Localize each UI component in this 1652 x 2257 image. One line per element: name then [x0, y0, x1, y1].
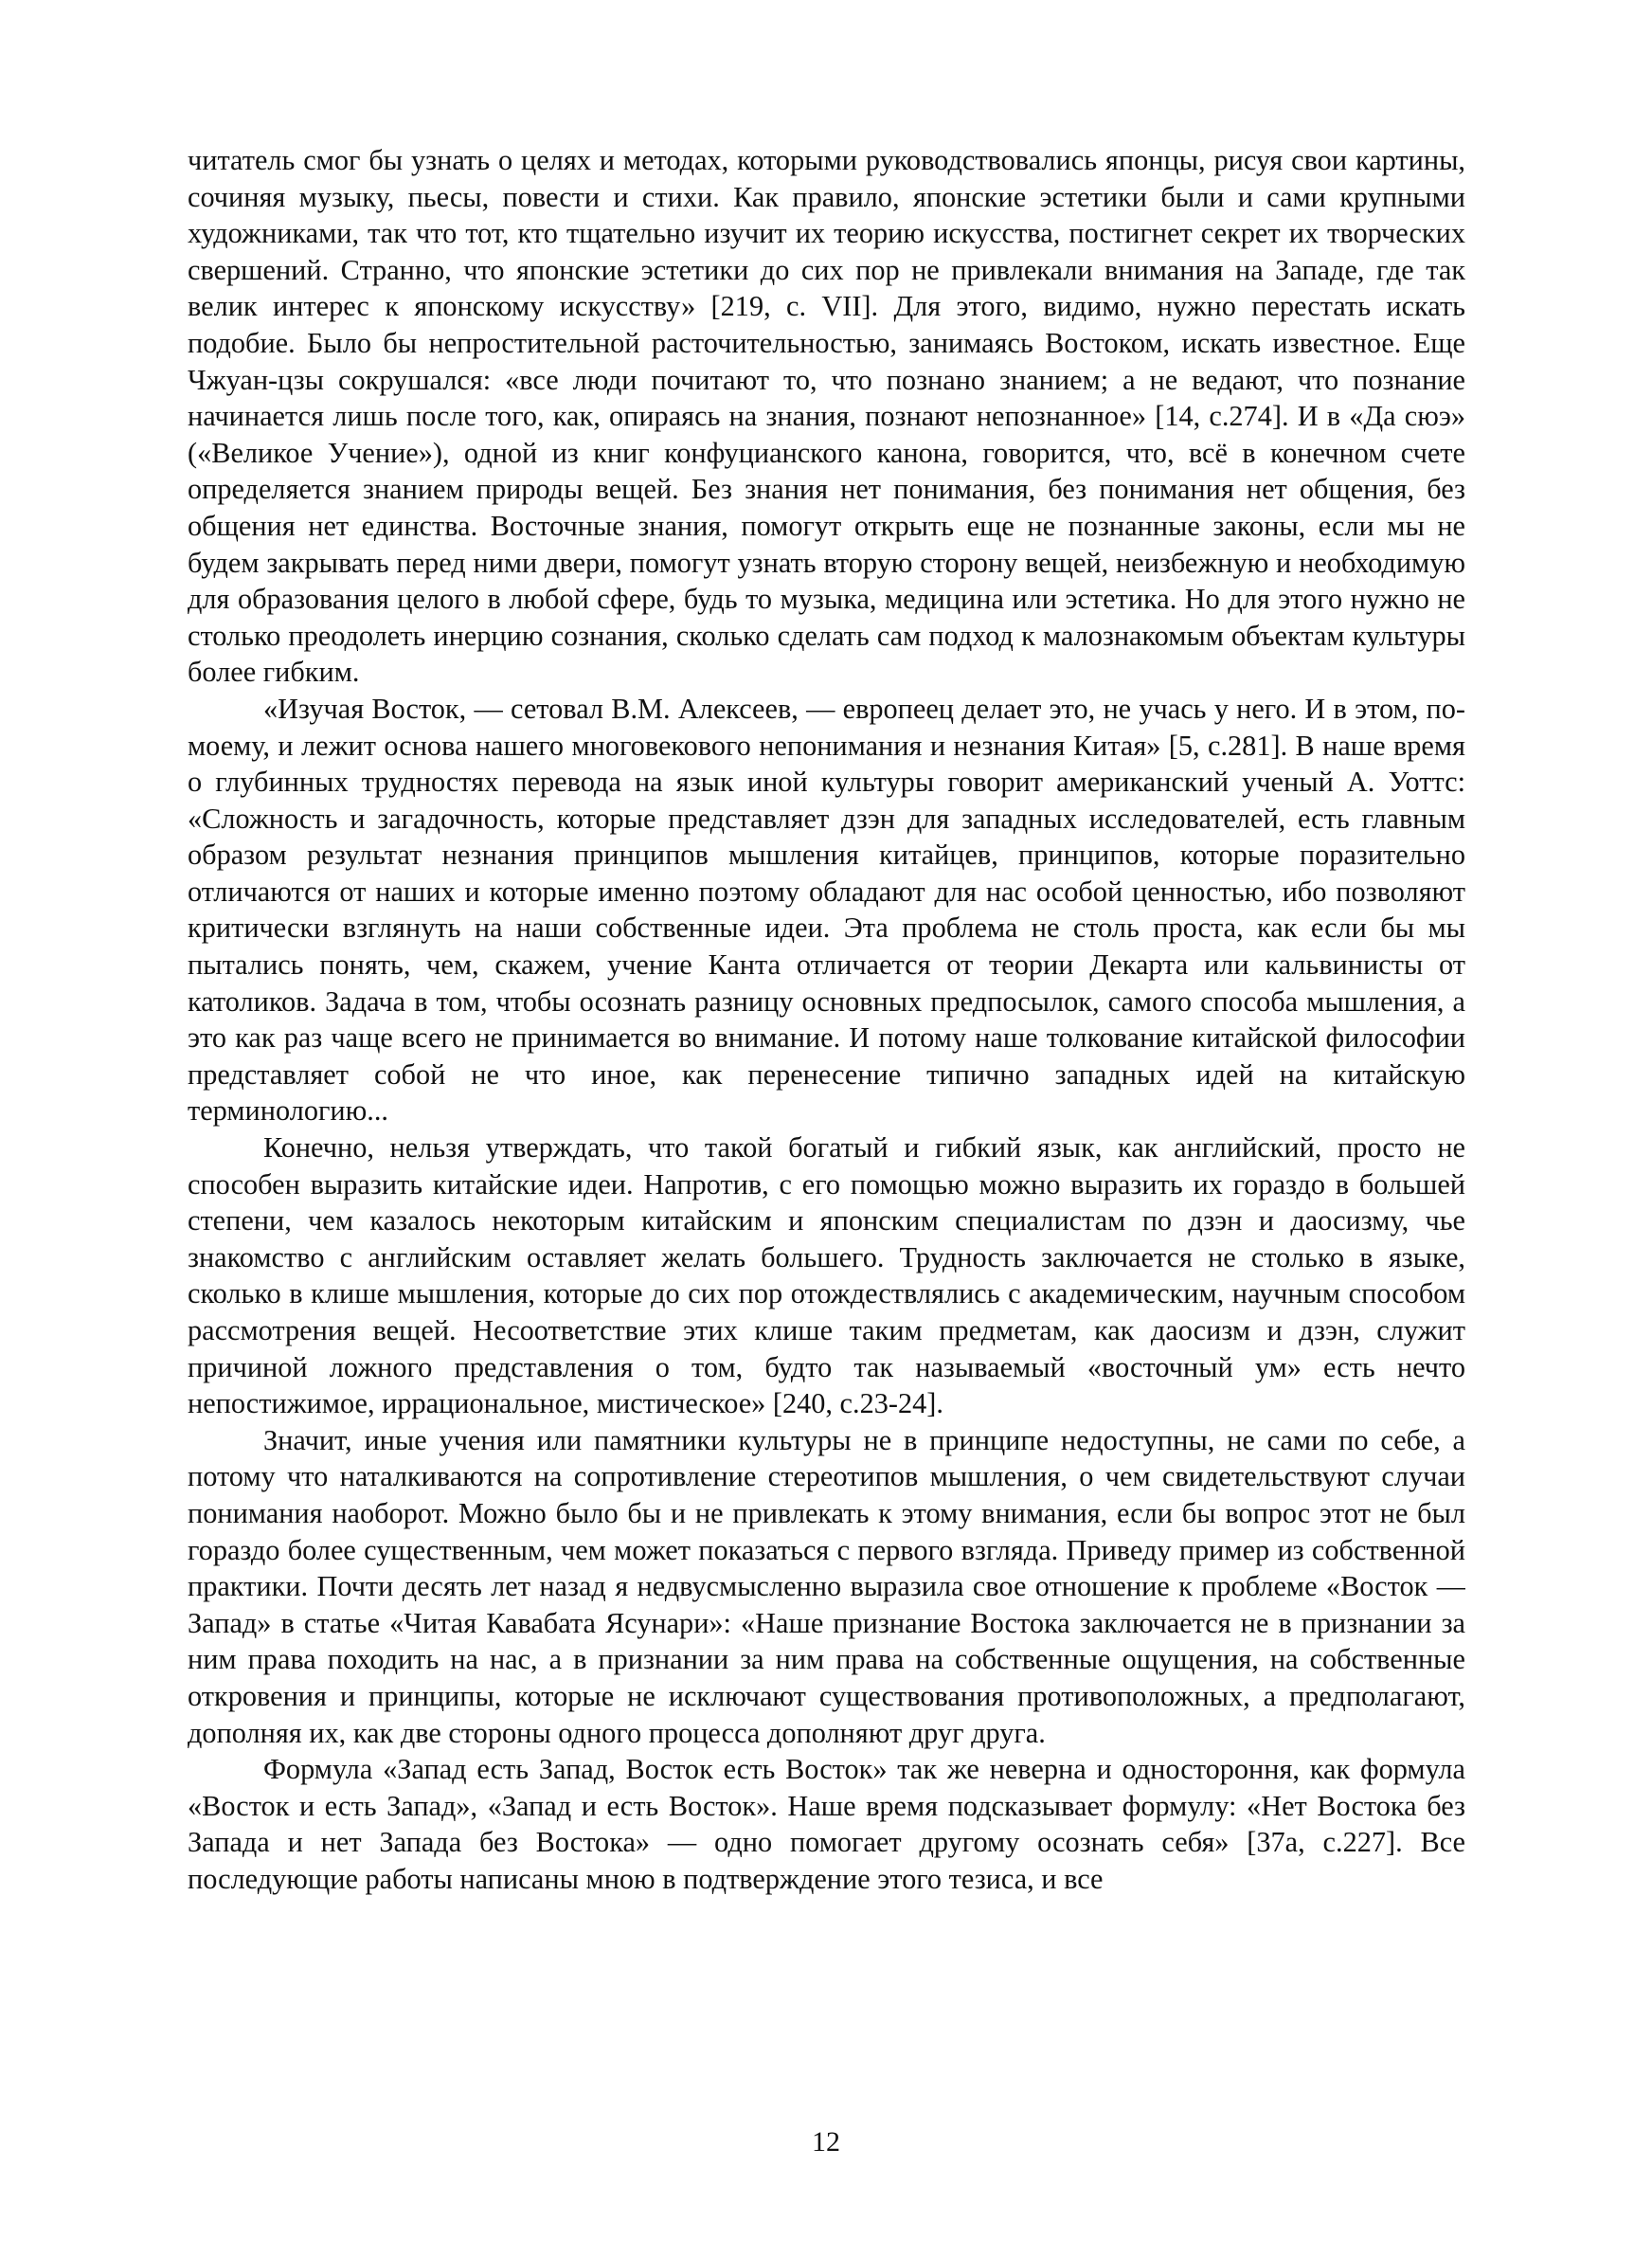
paragraph-4: Значит, иные учения или памятники культуры не в принципе недоступны, не сами по себе, а потому что наталкиваются на сопротивление стереотипов мышления, о чем свидетельствуют случаи понимания наоборот. Можно было бы и не привлекать к этому внимания, если бы вопрос этот не был гораздо более существенным, чем может показаться с первого взгляда. Приведу пример из собственной практики. Почти десять лет назад я недвусмысленно выразила свое отношение к проблеме «Восток — Запад» в статье «Читая Кавабата Ясунари»: «Наше признание Востока заключается не в признании за ним права походить на нас, а в признании за ним права на собственные ощущения, на собственные откровения и принципы, которые не исключают существования противоположных, а предполагают, дополняя их, как две стороны одного процесса дополняют друг друга. [188, 1423, 1465, 1749]
paragraph-2: «Изучая Восток, — сетовал В.М. Алексеев, — европеец делает это, не учась у него. И в этом, по-моему, и лежит основа нашего многовекового непонимания и незнания Китая» [5, с.281]. В наше время о глубинных трудностях перевода на язык иной культуры говорит американский ученый А. Уоттс: «Сложность и загадочность, которые представляет дзэн для западных исследователей, есть главным образом результат незнания принципов мышления китайцев, принципов, которые поразительно отличаются от наших и которые именно поэтому обладают для нас особой ценностью, ибо позволяют критически взглянуть на наши собственные идеи. Эта проблема не столь проста, как если бы мы пытались понять, чем, скажем, учение Канта отличается от теории Декарта или кальвинисты от католиков. Задача в том, чтобы осознать разницу основных предпосылок, самого способа мышления, а это как раз чаще всего не принимается во внимание. И потому наше толкование китайской философии представляет собой не что иное, как перенесение типично западных идей на китайскую терминологию... [188, 692, 1465, 1128]
paragraph-3: Конечно, нельзя утверждать, что такой богатый и гибкий язык, как английский, просто не способен выразить китайские идеи. Напротив, с его помощью можно выразить их гораздо в большей степени, чем казалось некоторым китайским и японским специалистам по дзэн и даосизму, чье знакомство с английским оставляет желать большего. Трудность заключается не столько в языке, сколько в клише мышления, которые до сих пор отождествлялись с академическим, научным способом рассмотрения вещей. Несоответствие этих клише таким предметам, как даосизм и дзэн, служит причиной ложного представления о том, будто так называемый «восточный ум» есть нечто непостижимое, иррациональное, мистическое» [240, с.23-24]. [188, 1131, 1465, 1420]
paragraph-1: читатель смог бы узнать о целях и методах, которыми руководствовались японцы, рисуя свои картины, сочиняя музыку, пьесы, повести и стихи. Как правило, японские эстетики были и сами крупными художниками, так что тот, кто тщательно изучит их теорию искусства, постигнет секрет их творческих свершений. Странно, что японские эстетики до сих пор не привлекали внимания на Западе, где так велик интерес к японскому искусству» [219, с. VII]. Для этого, видимо, нужно перестать искать подобие. Было бы непростительной расточительностью, занимаясь Востоком, искать известное. Еще Чжуан-цзы сокрушался: «все люди почитают то, что познано знанием; а не ведают, что познание начинается лишь после того, как, опираясь на знания, познают непознанное» [14, с.274]. И в «Да сюэ» («Великое Учение»), одной из книг конфуцианского канона, говорится, что, всё в конечном счете определяется знанием природы вещей. Без знания нет понимания, без понимания нет общения, без общения нет единства. Восточные знания, помогут открыть еще не познанные законы, если мы не будем закрывать перед ними двери, помогут узнать вторую сторону вещей, неизбежную и необходимую для образования целого в любой сфере, будь то музыка, медицина или эстетика. Но для этого нужно не столько преодолеть инерцию сознания, сколько сделать сам подход к малознакомым объектам культуры более гибким. [188, 144, 1465, 689]
paragraph-5: Формула «Запад есть Запад, Восток есть Восток» так же неверна и одностороння, как формула «Восток и есть Запад», «Запад и есть Восток». Наше время подсказывает формулу: «Нет Востока без Запада и нет Запада без Востока» — одно помогает другому осознать себя» [37а, с.227]. Все последующие работы написаны мною в подтверждение этого тезиса, и все [188, 1753, 1465, 1895]
page-number: 12 [812, 2126, 840, 2158]
page-body [188, 142, 1465, 2094]
